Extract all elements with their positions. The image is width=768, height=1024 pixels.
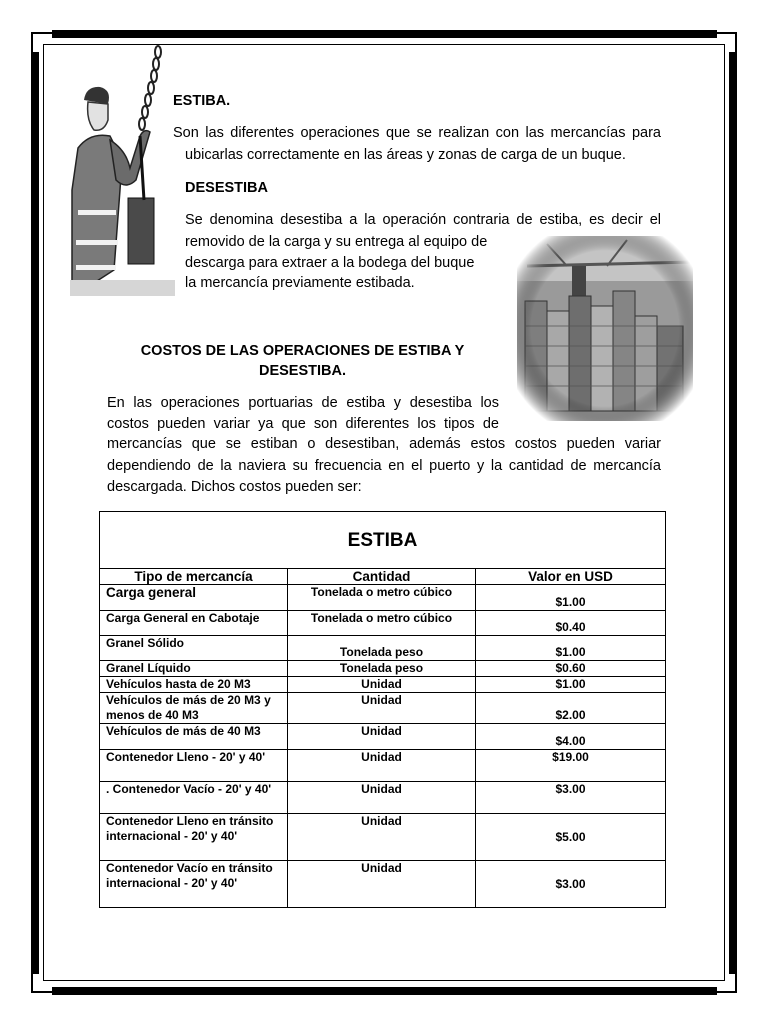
costos-paragraph-line5: descargada. Dichos costos pueden ser: xyxy=(107,479,362,495)
cell-valor: $0.60 xyxy=(476,661,666,677)
desestiba-definition-line3: descarga para extraer a la bodega del buque xyxy=(185,255,475,271)
cell-cantidad: Unidad xyxy=(288,861,476,908)
table-row xyxy=(100,861,666,908)
cell-tipo: Vehículos de más de 40 M3 xyxy=(100,724,288,750)
table-row xyxy=(100,636,666,661)
cell-tipo: Contenedor Lleno - 20' y 40' xyxy=(100,750,288,782)
page-border-right-bar xyxy=(729,52,737,974)
desestiba-definition-line1: Se denomina desestiba a la operación contraria de estiba, es decir el xyxy=(185,212,661,228)
cell-cantidad: Tonelada o metro cúbico xyxy=(288,585,476,611)
page-border-left-bar xyxy=(31,52,39,974)
cell-cantidad: Unidad xyxy=(288,814,476,861)
cell-valor: $1.00 xyxy=(476,585,666,611)
costos-paragraph-line4: dependiendo de la naviera su frecuencia en el puerto y la cantidad de mercancía xyxy=(107,458,661,474)
cell-cantidad: Unidad xyxy=(288,782,476,814)
page-border-top-bar xyxy=(52,30,717,38)
dock-worker-illustration xyxy=(70,40,175,296)
column-header-cantidad: Cantidad xyxy=(288,569,476,585)
estiba-definition-line1: Son las diferentes operaciones que se realizan con las mercancías para xyxy=(173,125,661,141)
table-row xyxy=(100,782,666,814)
cell-valor: $5.00 xyxy=(476,814,666,861)
costos-heading-line1: COSTOS DE LAS OPERACIONES DE ESTIBA Y xyxy=(140,343,465,359)
table-row xyxy=(100,750,666,782)
table-row xyxy=(100,677,666,693)
table-row xyxy=(100,693,666,724)
cell-valor: $3.00 xyxy=(476,861,666,908)
cell-valor: $4.00 xyxy=(476,724,666,750)
container-port-photo xyxy=(517,236,693,421)
costos-paragraph-line3: mercancías que se estiban o desestiban, además estos costos pueden variar xyxy=(107,436,661,452)
cell-tipo: Granel Sólido xyxy=(100,636,288,661)
cell-valor: $0.40 xyxy=(476,611,666,636)
cell-tipo: Granel Líquido xyxy=(100,661,288,677)
estiba-cost-table xyxy=(99,511,666,908)
desestiba-definition-line4: la mercancía previamente estibada. xyxy=(185,275,415,291)
cell-cantidad: Unidad xyxy=(288,724,476,750)
table-row xyxy=(100,724,666,750)
cell-cantidad: Tonelada peso xyxy=(288,636,476,661)
cell-valor: $3.00 xyxy=(476,782,666,814)
cell-cantidad: Tonelada peso xyxy=(288,661,476,677)
costos-paragraph-line1: En las operaciones portuarias de estiba y desestiba los xyxy=(107,395,499,411)
cell-tipo: Vehículos de más de 20 M3 y menos de 40 M3 xyxy=(100,693,288,724)
table-row xyxy=(100,611,666,636)
page-border-bottom-bar xyxy=(52,987,717,995)
estiba-heading: ESTIBA. xyxy=(173,93,231,109)
cell-tipo: Contenedor Lleno en tránsito internacional - 20' y 40' xyxy=(100,814,288,861)
cell-cantidad: Unidad xyxy=(288,693,476,724)
costos-heading-line2: DESESTIBA. xyxy=(258,363,346,379)
desestiba-heading: DESESTIBA xyxy=(185,180,268,196)
cell-tipo: Vehículos hasta de 20 M3 xyxy=(100,677,288,693)
estiba-definition-line2: ubicarlas correctamente en las áreas y zonas de carga de un buque. xyxy=(185,147,626,163)
cell-valor: $19.00 xyxy=(476,750,666,782)
cell-tipo: . Contenedor Vacío - 20' y 40' xyxy=(100,782,288,814)
table-row xyxy=(100,814,666,861)
column-header-tipo: Tipo de mercancía xyxy=(100,569,288,585)
cell-valor: $1.00 xyxy=(476,677,666,693)
cell-cantidad: Unidad xyxy=(288,677,476,693)
table-title: ESTIBA xyxy=(100,512,666,569)
table-row xyxy=(100,585,666,611)
cell-tipo: Carga general xyxy=(100,585,288,611)
cell-cantidad: Unidad xyxy=(288,750,476,782)
cell-valor: $2.00 xyxy=(476,693,666,724)
cell-valor: $1.00 xyxy=(476,636,666,661)
table-row xyxy=(100,661,666,677)
costos-paragraph-line2: costos pueden variar ya que son diferentes los tipos de xyxy=(107,416,499,432)
cell-tipo: Contenedor Vacío en tránsito internacional - 20' y 40' xyxy=(100,861,288,908)
column-header-valor: Valor en USD xyxy=(476,569,666,585)
cell-tipo: Carga General en Cabotaje xyxy=(100,611,288,636)
desestiba-definition-line2: removido de la carga y su entrega al equipo de xyxy=(185,234,488,250)
cell-cantidad: Tonelada o metro cúbico xyxy=(288,611,476,636)
